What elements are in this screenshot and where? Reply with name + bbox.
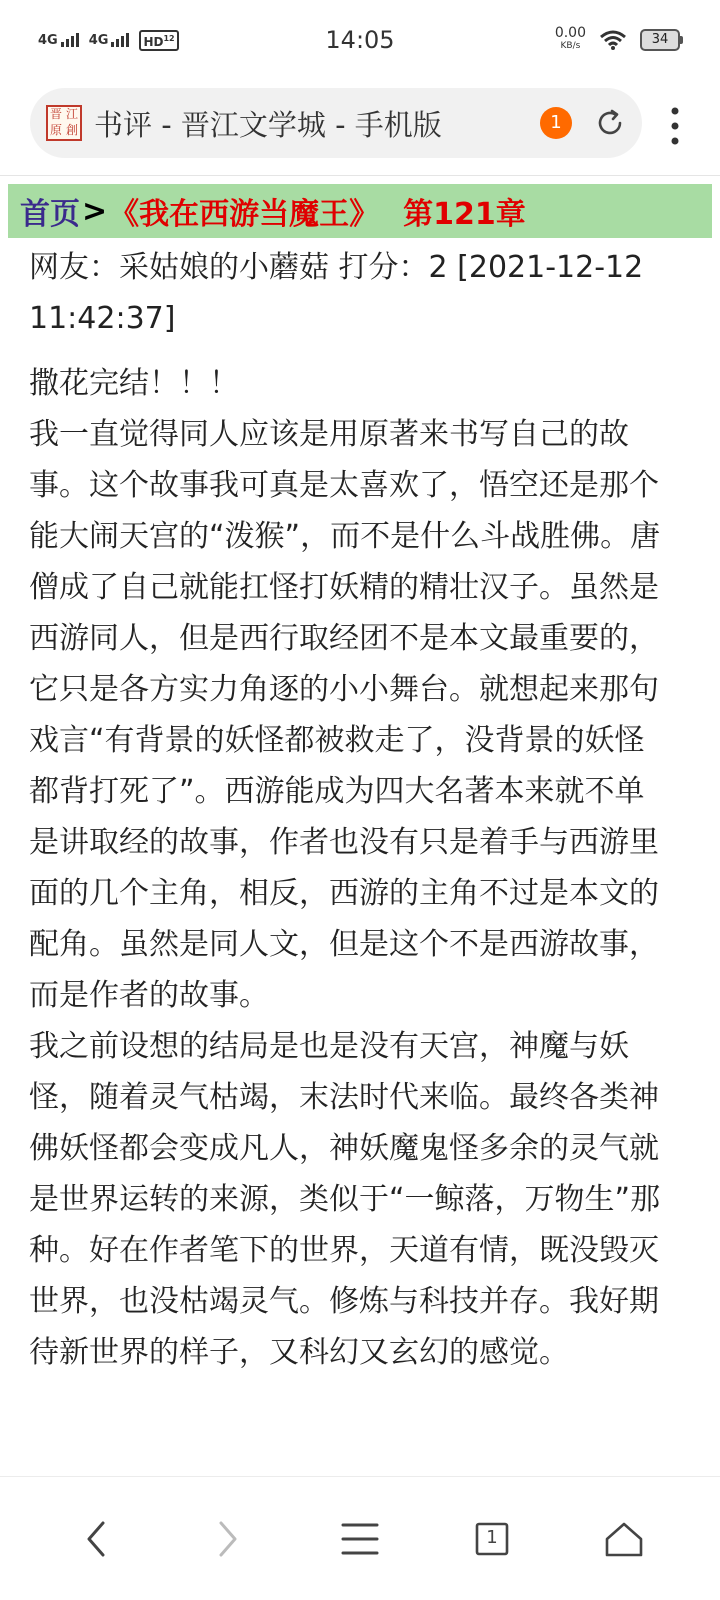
- bottom-nav: [0, 1476, 720, 1600]
- breadcrumb-home-link[interactable]: 首页: [20, 197, 80, 232]
- hd-sub: 12: [163, 33, 175, 43]
- sim2-label: 4G: [88, 33, 109, 48]
- favicon-char: 原: [49, 123, 62, 137]
- battery-icon: [640, 29, 680, 51]
- status-bar: [0, 0, 720, 80]
- browser-toolbar: [0, 80, 720, 176]
- review-paragraph: 我一直觉得同人应该是用原著来书写自己的故事。这个故事我可真是太喜欢了，悟空还是那个能大闹天宫的“泼猴”，而不是什么斗战胜佛。唐僧成了自己就能扛怪打妖精的精壮汉子。虽然是西游同人，但是西行取经团不是本文最重要的，它只是各方实力角逐的小小舞台。就想起来那句戏言“有背景的妖怪都被救走了，没背景的妖怪都背打死了”。西游能成为四大名著本来就不单是讲取经的故事，作者也没有只是着手与西游里面的几个主角，相反，西游的主角不过是本文的配角。虽然是同人文，但是这个不是西游故事，而是作者的故事。: [29, 417, 661, 1013]
- page-title[interactable]: 书评 - 晋江文学城 - 手机版: [94, 107, 442, 142]
- reload-icon[interactable]: [594, 107, 626, 139]
- net-speed-value: 0.00: [554, 25, 586, 41]
- review-paragraph: 撒花完结！！！: [29, 366, 239, 401]
- forward-button[interactable]: [203, 1514, 253, 1564]
- breadcrumb-chapter-link[interactable]: 第121章: [403, 197, 526, 232]
- chevron-right-icon: [213, 1519, 243, 1559]
- tabs-button[interactable]: [467, 1514, 517, 1564]
- address-bar[interactable]: [30, 88, 642, 158]
- home-icon: [604, 1521, 644, 1557]
- net-speed-unit: KB/s: [560, 41, 581, 51]
- breadcrumb: [8, 184, 712, 238]
- favicon-char: 晋: [49, 107, 62, 121]
- review-body: [29, 358, 669, 1378]
- chevron-left-icon: [81, 1519, 111, 1559]
- review-paragraph: 我之前设想的结局是也是没有天宫，神魔与妖怪，随着灵气枯竭，末法时代来临。最终各类神佛妖怪都会变成凡人，神妖魔鬼怪多余的灵气就是世界运转的来源，类似于“一鲸落，万物生”那种。好在作者笔下的世界，天道有情，既没毁灭世界，也没枯竭灵气。修炼与科技并存。我好期待新世界的样子，又科幻又玄幻的感觉。: [29, 1029, 661, 1370]
- battery-level: 34: [651, 32, 669, 47]
- breadcrumb-book-link[interactable]: 《我在西游当魔王》: [109, 197, 380, 232]
- breadcrumb-separator: >: [82, 193, 108, 229]
- site-favicon-icon: [46, 105, 82, 141]
- clock: 14:05: [325, 26, 395, 54]
- hamburger-menu-icon: [340, 1521, 380, 1557]
- tab-count-badge[interactable]: 1: [540, 107, 572, 139]
- more-menu-icon[interactable]: [670, 106, 680, 146]
- review-content: [29, 242, 717, 1378]
- home-button[interactable]: [599, 1514, 649, 1564]
- review-meta: 网友：采姑娘的小蘑菇 打分：2 [2021-12-12 11:42:37]: [29, 250, 644, 336]
- sim1-label: 4G: [38, 33, 58, 48]
- back-button[interactable]: [71, 1514, 121, 1564]
- favicon-char: 創: [65, 123, 78, 137]
- hd-label: HD: [143, 34, 164, 49]
- menu-button[interactable]: [335, 1514, 385, 1564]
- favicon-char: 江: [65, 107, 78, 121]
- tabs-count: 1: [486, 1526, 498, 1548]
